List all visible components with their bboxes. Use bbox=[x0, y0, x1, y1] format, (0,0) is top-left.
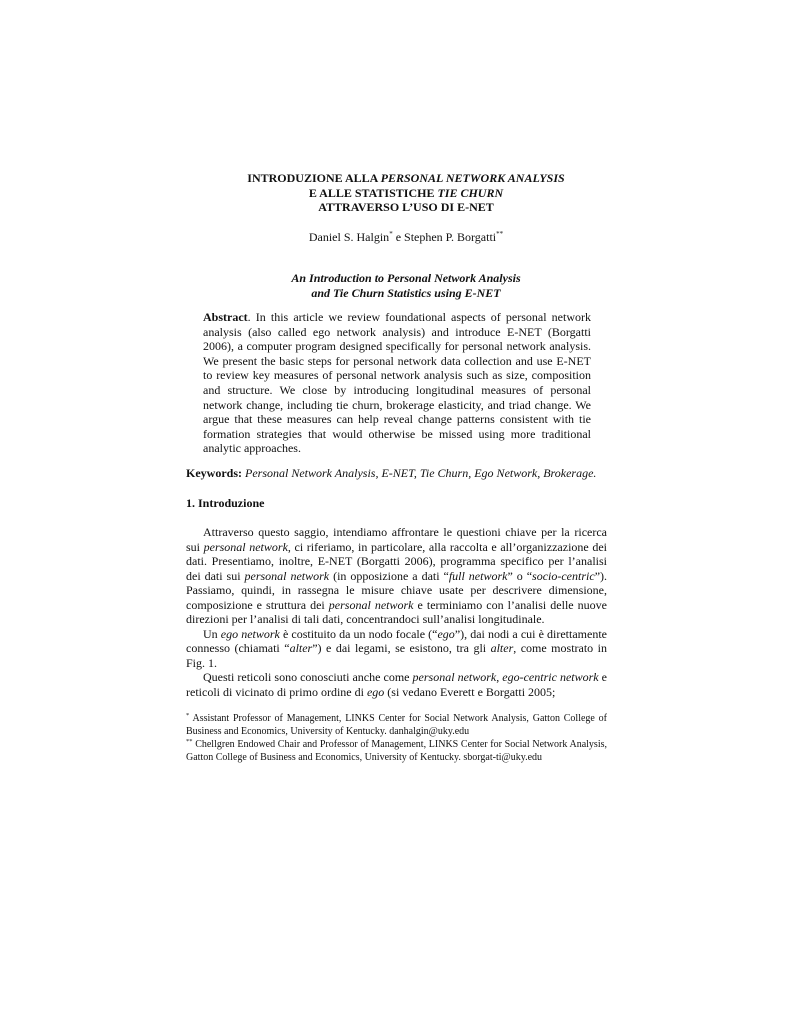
english-title-line-2: and Tie Churn Statistics using E-NET bbox=[311, 285, 501, 300]
text-run: , bbox=[496, 670, 503, 684]
paragraph-2 bbox=[186, 627, 607, 671]
title-line-2-a: E ALLE STATISTICHE bbox=[308, 185, 438, 200]
author-line bbox=[186, 230, 626, 245]
paragraph-3 bbox=[186, 670, 607, 699]
text-run: ”) e dai legami, se esistono, tra gli bbox=[312, 641, 491, 655]
text-run: , ci riferiamo, in particolare, alla raccolta e all’organizzazione dei dati. Presentiamo, inoltre, E-NET (Borgatti 2006), programma specifico per l’analisi dei dati sui bbox=[186, 539, 607, 583]
title-line-1-a: INTRODUZIONE ALLA bbox=[247, 171, 381, 185]
english-title-line-1: An Introduction to Personal Network Analysis bbox=[291, 271, 521, 285]
author-conjunction: e bbox=[392, 230, 405, 244]
text-run: socio-centric bbox=[532, 568, 595, 583]
text-run: Questi reticoli sono conosciuti anche come bbox=[203, 670, 413, 684]
text-run: alter bbox=[490, 641, 514, 655]
paragraph-1 bbox=[186, 525, 607, 627]
text-run: ” o “ bbox=[507, 568, 533, 583]
text-run: ”). Passiamo, quindi, in rassegna le misure chiave usate per descrivere dimensione, composizione e struttura dei bbox=[186, 568, 608, 612]
text-run: (si vedano Everett e Borgatti 2005; bbox=[384, 684, 556, 699]
title-line-1-b: PERSONAL NETWORK ANALYSIS bbox=[380, 171, 565, 185]
abstract-label: Abstract bbox=[203, 310, 248, 324]
text-run: ego-centric network bbox=[502, 670, 599, 684]
footnote-2-text: Chellgren Endowed Chair and Professor of Management, LINKS Center for Social Network Analysis, Gatton College of Business and Economics, University of Kentucky. sborgat-ti@uky.edu bbox=[186, 739, 607, 763]
text-run: ego network bbox=[220, 626, 280, 641]
keywords-label: Keywords: bbox=[186, 466, 242, 480]
text-run: e terminiamo con l’analisi delle nuove direzioni per l’analisi di tali dati, concentrandoci sull’analisi longitudinale. bbox=[186, 597, 607, 626]
footnote-1-mark: * bbox=[186, 712, 190, 719]
author-2-footnote-mark: ** bbox=[496, 230, 504, 238]
author-1-footnote-mark: * bbox=[389, 230, 393, 238]
title-line-3: ATTRAVERSO L’USO DI E-NET bbox=[318, 200, 494, 214]
text-run: ego bbox=[366, 684, 385, 699]
author-2: Stephen P. Borgatti bbox=[404, 230, 497, 244]
footnote-2 bbox=[186, 738, 607, 764]
text-run: full network bbox=[448, 568, 508, 583]
keywords-text: Personal Network Analysis, E-NET, Tie Churn, Ego Network, Brokerage. bbox=[242, 466, 597, 480]
text-run: è costituito da un nodo focale (“ bbox=[279, 626, 438, 641]
title-line-1 bbox=[186, 171, 626, 186]
text-run: personal network bbox=[328, 597, 414, 612]
text-run: alter bbox=[289, 641, 313, 655]
footnote-1-text: Assistant Professor of Management, LINKS Center for Social Network Analysis, Gatton College of Business and Economics, University of Kentucky. danhalgin@uky.edu bbox=[186, 713, 607, 737]
text-run: personal network bbox=[244, 568, 330, 583]
text-run: ego bbox=[437, 626, 455, 641]
title-line-2-b: TIE CHURN bbox=[437, 185, 504, 200]
title-line-2 bbox=[186, 186, 626, 201]
text-run: (in opposizione a dati “ bbox=[329, 568, 449, 583]
text-run: personal network bbox=[203, 539, 288, 554]
abstract bbox=[203, 310, 591, 456]
text-run: Un bbox=[203, 626, 221, 641]
section-heading: 1. Introduzione bbox=[186, 496, 265, 510]
abstract-text: . In this article we review foundational aspects of personal network analysis (also called ego network analysis) and introduce E-NET (Borgatti 2006), a computer program designed specifically for personal network analysis. We present the basic steps for personal network data collection and use E-NET to review key measures of personal network analysis such as size, composition and structure. We close by introducing longitudinal measures of personal network change, including tie churn, brokerage elasticity, and triad change. We argue that these measures can help reveal change patterns consistent with tie formation strategies that would otherwise be missed using more traditional analytic approaches. bbox=[203, 310, 591, 456]
text-run: ”), dai nodi a cui è direttamente connesso (chiamati “ bbox=[186, 626, 607, 655]
text-run: Attraverso questo saggio, intendiamo affrontare le questioni chiave per la ricerca sui bbox=[186, 525, 607, 554]
footnote-1 bbox=[186, 712, 607, 738]
text-run: , come mostrato in Fig. 1. bbox=[186, 641, 607, 670]
keywords bbox=[186, 466, 626, 481]
footnotes bbox=[186, 712, 607, 764]
text-run: e reticoli di vicinato di primo ordine di bbox=[186, 670, 607, 699]
section-body bbox=[186, 525, 607, 699]
english-title bbox=[186, 271, 626, 300]
footnote-2-mark: ** bbox=[186, 738, 193, 745]
text-run: personal network bbox=[412, 670, 497, 684]
author-1: Daniel S. Halgin bbox=[308, 230, 390, 244]
paper-title bbox=[186, 171, 626, 215]
